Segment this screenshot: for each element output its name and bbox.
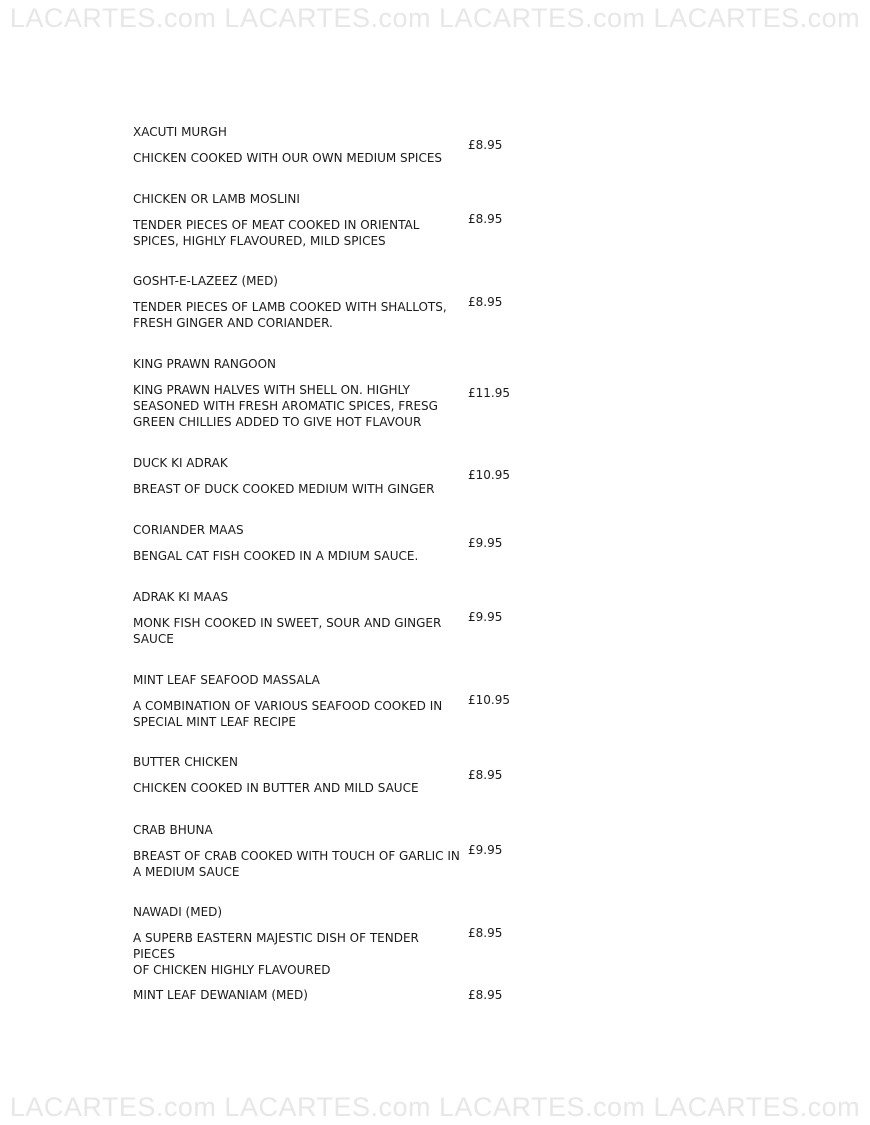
item-name: DUCK KI ADRAK (133, 456, 228, 470)
watermark-bottom: LACARTES.com LACARTES.com LACARTES.com LACARTES.com (9, 1092, 861, 1122)
item-description: A SUPERB EASTERN MAJESTIC DISH OF TENDER PIECES OF CHICKEN HIGHLY FLAVOURED (133, 931, 419, 977)
item-price: £8.95 (468, 988, 503, 1002)
item-name: NAWADI (MED) (133, 905, 223, 919)
item-name: ADRAK KI MAAS (133, 590, 229, 604)
item-name: MINT LEAF SEAFOOD MASSALA (133, 673, 320, 687)
watermark-top: LACARTES.com LACARTES.com LACARTES.com LACARTES.com (9, 3, 861, 33)
item-price: £10.95 (468, 693, 510, 707)
item-price: £8.95 (468, 295, 503, 309)
item-description: CHICKEN COOKED IN BUTTER AND MILD SAUCE (133, 781, 419, 795)
item-price: £9.95 (468, 536, 503, 550)
item-name: CORIANDER MAAS (133, 523, 244, 537)
item-name: CRAB BHUNA (133, 823, 213, 837)
item-description: BREAST OF CRAB COOKED WITH TOUCH OF GARLIC IN A MEDIUM SAUCE (133, 849, 460, 879)
item-description: TENDER PIECES OF LAMB COOKED WITH SHALLOTS, FRESH GINGER AND CORIANDER. (133, 300, 447, 330)
item-name: BUTTER CHICKEN (133, 755, 238, 769)
item-description: A COMBINATION OF VARIOUS SEAFOOD COOKED IN SPECIAL MINT LEAF RECIPE (133, 699, 443, 729)
item-description: BENGAL CAT FISH COOKED IN A MDIUM SAUCE. (133, 549, 419, 563)
item-price: £8.95 (468, 926, 503, 940)
item-price: £11.95 (468, 386, 510, 400)
item-price: £8.95 (468, 138, 503, 152)
item-name: KING PRAWN RANGOON (133, 357, 276, 371)
item-name: CHICKEN OR LAMB MOSLINI (133, 192, 300, 206)
item-price: £8.95 (468, 212, 503, 226)
item-name: MINT LEAF DEWANIAM (MED) (133, 988, 308, 1002)
item-description: TENDER PIECES OF MEAT COOKED IN ORIENTAL SPICES, HIGHLY FLAVOURED, MILD SPICES (133, 218, 420, 248)
item-description: BREAST OF DUCK COOKED MEDIUM WITH GINGER (133, 482, 435, 496)
item-price: £8.95 (468, 768, 503, 782)
item-name: XACUTI MURGH (133, 125, 227, 139)
item-price: £9.95 (468, 843, 503, 857)
item-description: KING PRAWN HALVES WITH SHELL ON. HIGHLY SEASONED WITH FRESH AROMATIC SPICES, FRESG GREEN CHILLIES ADDED TO GIVE HOT FLAVOUR (133, 383, 438, 429)
item-price: £9.95 (468, 610, 503, 624)
item-name: GOSHT-E-LAZEEZ (MED) (133, 274, 278, 288)
item-description: CHICKEN COOKED WITH OUR OWN MEDIUM SPICES (133, 151, 443, 165)
item-price: £10.95 (468, 468, 510, 482)
item-description: MONK FISH COOKED IN SWEET, SOUR AND GINGER SAUCE (133, 616, 442, 646)
